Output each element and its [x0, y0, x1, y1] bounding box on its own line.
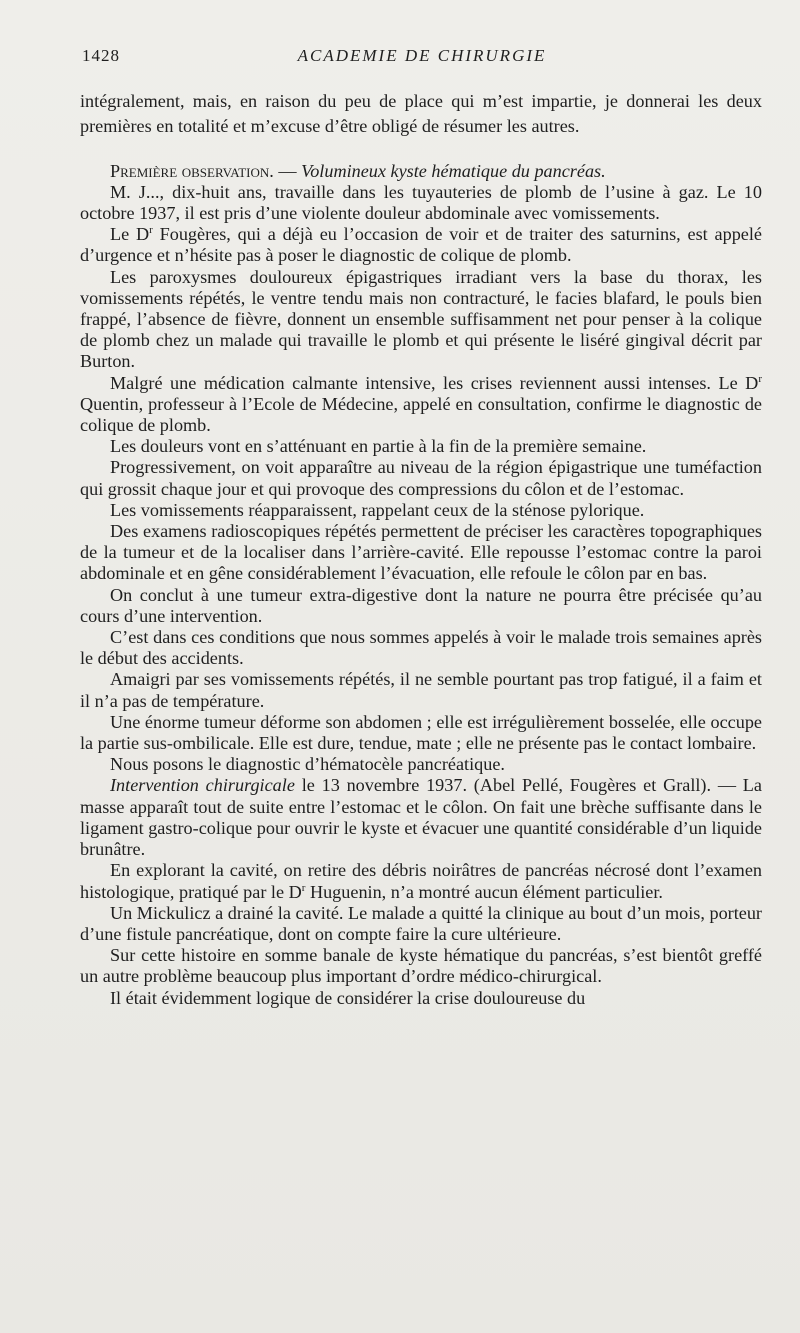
huguenin-text-before: En explorant la cavité, on retire des débris noirâtres de pancréas nécrosé dont l’examen histologique, pratiqué par le D	[80, 860, 762, 902]
intervention-label: Intervention chirurgicale	[110, 775, 295, 796]
huguenin-superscript: r	[301, 881, 306, 894]
page-number: 1428	[82, 46, 120, 65]
observation-title: Volumineux kyste hématique du pancréas.	[301, 160, 606, 181]
page-header	[82, 46, 762, 70]
paragraph-paroxysmes: Les paroxysmes douloureux épigastriques irradiant vers la base du thorax, les vomissements répétés, le ventre tendu mais non contracturé, le facies blafard, le pouls bien frappé, l’absence de fièvre, donnent un ensemble suffisamment net pour penser à la colique de plomb chez un malade qui travaille le plomb et qui présente le liséré gingival décrit par Burton.	[80, 266, 762, 372]
observation-dash: —	[273, 160, 302, 181]
fougeres-text-after: Fougères, qui a déjà eu l’occasion de voir et de traiter des saturnins, est appelé d’urgence et n’hésite pas à poser le diagnostic de colique de plomb.	[80, 224, 763, 266]
paragraph-patient: M. J..., dix-huit ans, travaille dans les tuyauteries de plomb de l’usine à gaz. Le 10 octobre 1937, il est pris d’une violente douleur abdominale avec vomissements.	[80, 181, 762, 223]
paragraph-histoire: Sur cette histoire en somme banale de kyste hématique du pancréas, s’est bientôt greffé un autre problème beaucoup plus important d’ordre médico-chirurgical.	[80, 945, 762, 987]
paragraph-conclusion: On conclut à une tumeur extra-digestive dont la nature ne pourra être précisée qu’au cours d’une intervention.	[80, 584, 762, 626]
huguenin-text-after: Huguenin, n’a montré aucun élément particulier.	[305, 881, 663, 902]
body-text	[80, 89, 762, 1009]
paragraph-tumeur: Une énorme tumeur déforme son abdomen ; elle est irrégulièrement bosselée, elle occupe la partie sus-ombilicale. Elle est dure, tendue, mate ; elle ne présente pas le contact lombaire.	[80, 711, 762, 754]
paragraph-vomissements: Les vomissements réapparaissent, rappelant ceux de la sténose pylorique.	[110, 499, 645, 520]
quentin-text-before: Malgré une médication calmante intensive, les crises reviennent aussi intenses. Le D	[110, 372, 759, 393]
running-title: ACADEMIE DE CHIRURGIE	[297, 46, 547, 65]
paragraph-conditions: C’est dans ces conditions que nous sommes appelés à voir le malade trois semaines après le début des accidents.	[80, 627, 762, 669]
intro-paragraph: intégralement, mais, en raison du peu de place qui m’est impartie, je donnerai les deux premières en totalité et m’excuse d’être obligé de résumer les autres.	[80, 91, 762, 136]
paragraph-huguenin	[80, 860, 762, 902]
paragraph-quentin	[80, 373, 762, 437]
observation-heading	[80, 161, 762, 182]
paragraph-progressivement: Progressivement, on voit apparaître au niveau de la région épigastrique une tuméfaction qui grossit chaque jour et qui provoque des compressions du côlon et de l’estomac.	[80, 457, 762, 499]
observation-label: Première observation.	[110, 160, 274, 181]
paragraph-amaigri: Amaigri par ses vomissements répétés, il ne semble pourtant pas trop fatigué, il a faim et il n’a pas de température.	[80, 669, 762, 711]
section-spacer	[80, 139, 762, 161]
paragraph-fougeres	[80, 224, 762, 266]
quentin-text-after: Quentin, professeur à l’Ecole de Médecine, appelé en consultation, confirme le diagnostic de colique de plomb.	[80, 393, 762, 436]
paragraph-final: Il était évidemment logique de considérer la crise douloureuse du	[110, 987, 586, 1008]
paragraph-douleurs: Les douleurs vont en s’atténuant en partie à la fin de la première semaine.	[110, 436, 647, 457]
paragraph-intervention	[80, 775, 762, 860]
intervention-text: le 13 novembre 1937. (Abel Pellé, Fougères et Grall). — La masse apparaît tout de suite entre l’estomac et le côlon. On fait une brèche suffisante dans le ligament gastro-colique pour ouvrir le kyste et évacuer une quantité considérable d’un liquide brunâtre.	[80, 775, 762, 860]
fougeres-superscript: r	[149, 224, 153, 237]
quentin-superscript: r	[758, 372, 762, 385]
paragraph-examens: Des examens radioscopiques répétés permettent de préciser les caractères topographiques de la tumeur et de la localiser dans l’arrière-cavité. Elle repousse l’estomac contre la paroi abdominale et en gêne considérablement l’évacuation, elle refoule le côlon par en bas.	[80, 521, 762, 584]
paragraph-diagnostic: Nous posons le diagnostic d’hématocèle pancréatique.	[110, 754, 505, 775]
fougeres-text-before: Le D	[110, 224, 150, 245]
paragraph-mickulicz: Un Mickulicz a drainé la cavité. Le malade a quitté la clinique au bout d’un mois, porteur d’une fistule pancréatique, dont on compte faire la cure ultérieure.	[80, 902, 762, 944]
